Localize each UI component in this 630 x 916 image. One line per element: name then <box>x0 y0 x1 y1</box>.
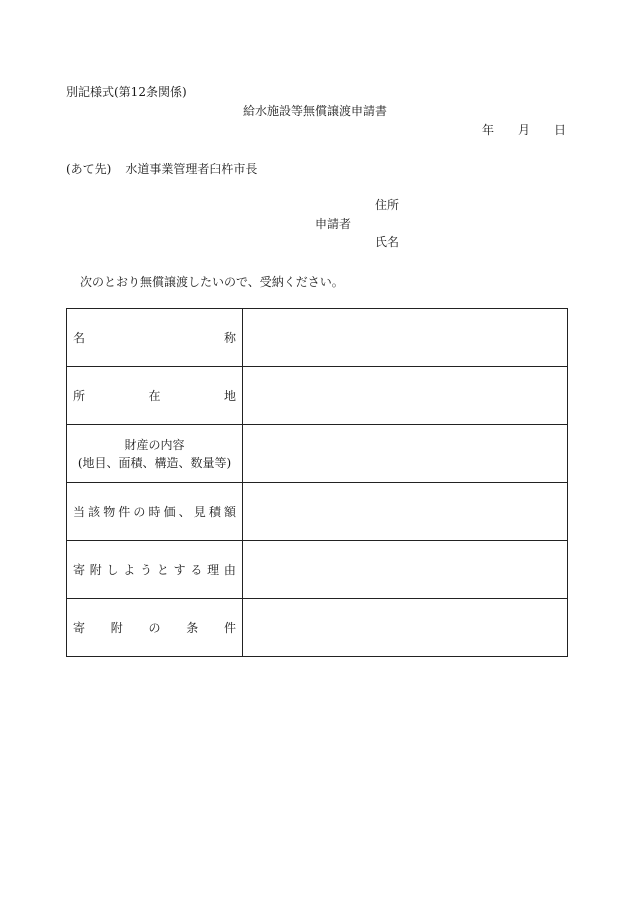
row-label-cell <box>67 367 243 425</box>
row-label <box>67 561 242 578</box>
row-label-cell <box>67 309 243 367</box>
row-label-char: る <box>190 563 203 577</box>
row-label-char: 附 <box>89 563 102 577</box>
row-label-char: 附 <box>110 621 123 635</box>
row-label-char: 寄 <box>73 563 86 577</box>
row-label-char: の <box>133 505 146 519</box>
row-label-char: よ <box>123 563 136 577</box>
row-label-char: う <box>140 563 153 577</box>
row-label-char: 、 <box>178 505 191 519</box>
row-label-line: 財産の内容 <box>124 437 185 452</box>
row-label <box>67 503 242 520</box>
row-label <box>67 619 242 636</box>
row-label-char: 件 <box>118 505 131 519</box>
row-label-char: 名 <box>73 331 86 345</box>
date-month-label: 月 <box>518 123 531 137</box>
row-value-field[interactable] <box>243 599 568 657</box>
row-label-char: 寄 <box>73 621 86 635</box>
row-location <box>67 367 568 425</box>
row-label-char: 当 <box>73 505 86 519</box>
row-label-char: 件 <box>223 621 236 635</box>
row-label-char: 由 <box>223 563 236 577</box>
row-value-field[interactable] <box>243 309 568 367</box>
row-label-char: し <box>106 563 119 577</box>
row-label-char: 理 <box>207 563 220 577</box>
row-label-cell <box>67 425 243 483</box>
row-value-field[interactable] <box>243 483 568 541</box>
document-title: 給水施設等無償譲渡申請書 <box>242 104 387 118</box>
row-label-cell <box>67 483 243 541</box>
request-text: 次のとおり無償譲渡したいので、受納ください。 <box>80 275 344 289</box>
row-label-cell <box>67 599 243 657</box>
row-label <box>67 436 242 472</box>
row-label-char: 地 <box>223 389 236 403</box>
date-line <box>482 124 566 136</box>
form-reference: 別記様式(第12条関係) <box>66 85 187 99</box>
row-label <box>67 387 242 404</box>
row-value-field[interactable] <box>243 541 568 599</box>
addressee-recipient: 水道事業管理者臼杵市長 <box>125 162 258 176</box>
row-label-char: 在 <box>148 389 161 403</box>
row-label <box>67 329 242 346</box>
row-name <box>67 309 568 367</box>
row-value-field[interactable] <box>243 367 568 425</box>
row-label-char: 所 <box>73 389 86 403</box>
row-label-char: 物 <box>103 505 116 519</box>
row-label-cell <box>67 541 243 599</box>
row-property-contents <box>67 425 568 483</box>
applicant-label: 申請者 <box>315 217 352 231</box>
date-year-label: 年 <box>482 123 495 137</box>
row-donation-conditions <box>67 599 568 657</box>
row-label-char: の <box>148 621 161 635</box>
row-label-char: す <box>173 563 186 577</box>
row-label-char: 価 <box>163 505 176 519</box>
row-value-field[interactable] <box>243 425 568 483</box>
addressee-line <box>66 163 257 175</box>
applicant-address-label: 住所 <box>375 198 400 212</box>
row-label-char: 見 <box>193 505 206 519</box>
row-label-char: と <box>156 563 169 577</box>
row-donation-reason <box>67 541 568 599</box>
applicant-name-label: 氏名 <box>375 235 400 249</box>
row-label-line: (地目、面積、構造、数量等) <box>77 455 232 470</box>
row-appraised-value <box>67 483 568 541</box>
property-info-table <box>66 308 568 657</box>
row-label-char: 該 <box>88 505 101 519</box>
row-label-char: 条 <box>186 621 199 635</box>
date-day-label: 日 <box>554 123 567 137</box>
row-label-char: 時 <box>148 505 161 519</box>
row-label-char: 積 <box>208 505 221 519</box>
row-label-char: 称 <box>223 331 236 345</box>
addressee-prefix: (あて先) <box>66 162 112 176</box>
row-label-char: 額 <box>223 505 236 519</box>
